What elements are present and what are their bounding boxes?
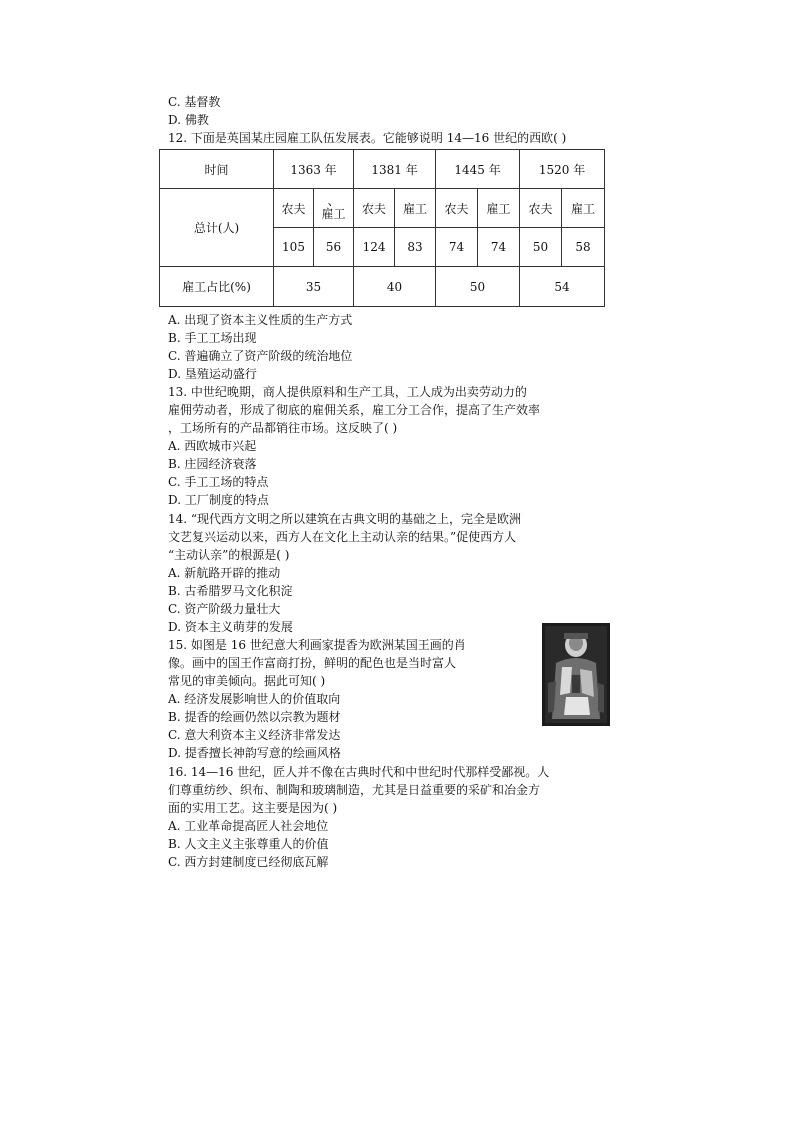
q14-option-b: B. 古希腊罗马文化积淀 <box>168 584 293 598</box>
col-hired: 雇工 <box>562 189 605 228</box>
count-cell: 58 <box>562 228 605 267</box>
count-cell: 50 <box>520 228 562 267</box>
q16-option-c: C. 西方封建制度已经彻底瓦解 <box>168 855 329 869</box>
col-farmer: 农夫 <box>274 189 314 228</box>
q12-table <box>159 149 605 307</box>
ratio-cell: 50 <box>436 267 520 307</box>
q15-option-d: D. 提香擅长神韵写意的绘画风格 <box>168 746 341 760</box>
q15-stem-2: 像。画中的国王作富商打扮，鲜明的配色也是当时富人 <box>168 656 457 670</box>
col-hired-mark: 、 <box>327 194 340 208</box>
q14-option-d: D. 资本主义萌芽的发展 <box>168 620 293 634</box>
q13-option-b: B. 庄园经济衰落 <box>168 457 257 471</box>
portrait-drawing <box>542 623 610 726</box>
q12-option-c: C. 普遍确立了资产阶级的统治地位 <box>168 349 353 363</box>
count-cell: 105 <box>274 228 314 267</box>
q12-option-d: D. 垦殖运动盛行 <box>168 367 257 381</box>
col-farmer: 农夫 <box>354 189 395 228</box>
col-farmer: 农夫 <box>520 189 562 228</box>
q16-option-a: A. 工业革命提高匠人社会地位 <box>168 819 329 833</box>
year-header: 1363 年 <box>274 150 354 189</box>
q14-option-a: A. 新航路开辟的推动 <box>168 566 281 580</box>
col-hired: 雇工 <box>395 189 436 228</box>
time-header: 时间 <box>160 150 274 189</box>
option-c-prev: C. 基督教 <box>168 95 221 109</box>
q12-option-a: A. 出现了资本主义性质的生产方式 <box>168 313 353 327</box>
year-header: 1381 年 <box>354 150 436 189</box>
q16-option-b: B. 人文主义主张尊重人的价值 <box>168 837 329 851</box>
count-cell: 56 <box>314 228 354 267</box>
q14-stem-2: 文艺复兴运动以来，西方人在文化上主动认亲的结果。”促使西方人 <box>168 530 517 544</box>
count-cell: 83 <box>395 228 436 267</box>
q13-stem-3: ，工场所有的产品都销往市场。这反映了( ) <box>168 421 398 435</box>
q15-stem-3: 常见的审美倾向。据此可知( ) <box>168 674 326 688</box>
q13-option-d: D. 工厂制度的特点 <box>168 493 269 507</box>
ratio-label: 雇工占比(%) <box>160 267 274 307</box>
col-farmer: 农夫 <box>436 189 478 228</box>
q14-stem-1: 14. “现代西方文明之所以建筑在古典文明的基础之上，完全是欧洲 <box>168 512 522 526</box>
q13-stem-1: 13. 中世纪晚期，商人提供原料和生产工具，工人成为出卖劳动力的 <box>168 385 527 399</box>
col-hired <box>314 189 354 228</box>
q16-stem-3: 面的实用工艺。这主要是因为( ) <box>168 801 338 815</box>
q12-option-b: B. 手工工场出现 <box>168 331 257 345</box>
count-cell: 124 <box>354 228 395 267</box>
q15-option-c: C. 意大利资本主义经济非常发达 <box>168 728 341 742</box>
col-hired-label: 雇工 <box>321 207 346 221</box>
count-cell: 74 <box>436 228 478 267</box>
ratio-cell: 40 <box>354 267 436 307</box>
ratio-cell: 54 <box>520 267 605 307</box>
year-header: 1445 年 <box>436 150 520 189</box>
q13-option-c: C. 手工工场的特点 <box>168 475 269 489</box>
q14-stem-3: “主动认亲”的根源是( ) <box>168 548 290 562</box>
portrait-image <box>542 623 610 726</box>
q16-stem-2: 们尊重纺纱、织布、制陶和玻璃制造，尤其是日益重要的采矿和冶金方 <box>168 783 541 797</box>
count-cell: 74 <box>478 228 520 267</box>
total-label: 总计(人) <box>160 189 274 267</box>
year-header: 1520 年 <box>520 150 605 189</box>
col-hired: 雇工 <box>478 189 520 228</box>
ratio-cell: 35 <box>274 267 354 307</box>
q15-option-b: B. 提香的绘画仍然以宗教为题材 <box>168 710 341 724</box>
q13-stem-2: 雇佣劳动者，形成了彻底的雇佣关系，雇工分工合作，提高了生产效率 <box>168 403 541 417</box>
q15-option-a: A. 经济发展影响世人的价值取向 <box>168 692 341 706</box>
q16-stem-1: 16. 14—16 世纪，匠人并不像在古典时代和中世纪时代那样受鄙视。人 <box>168 765 550 779</box>
q12-stem: 12. 下面是英国某庄园雇工队伍发展表。它能够说明 14—16 世纪的西欧( ) <box>168 131 567 145</box>
q15-stem-1: 15. 如图是 16 世纪意大利画家提香为欧洲某国王画的肖 <box>168 638 466 652</box>
q14-option-c: C. 资产阶级力量壮大 <box>168 602 281 616</box>
option-d-prev: D. 佛教 <box>168 113 209 127</box>
q13-option-a: A. 西欧城市兴起 <box>168 439 257 453</box>
